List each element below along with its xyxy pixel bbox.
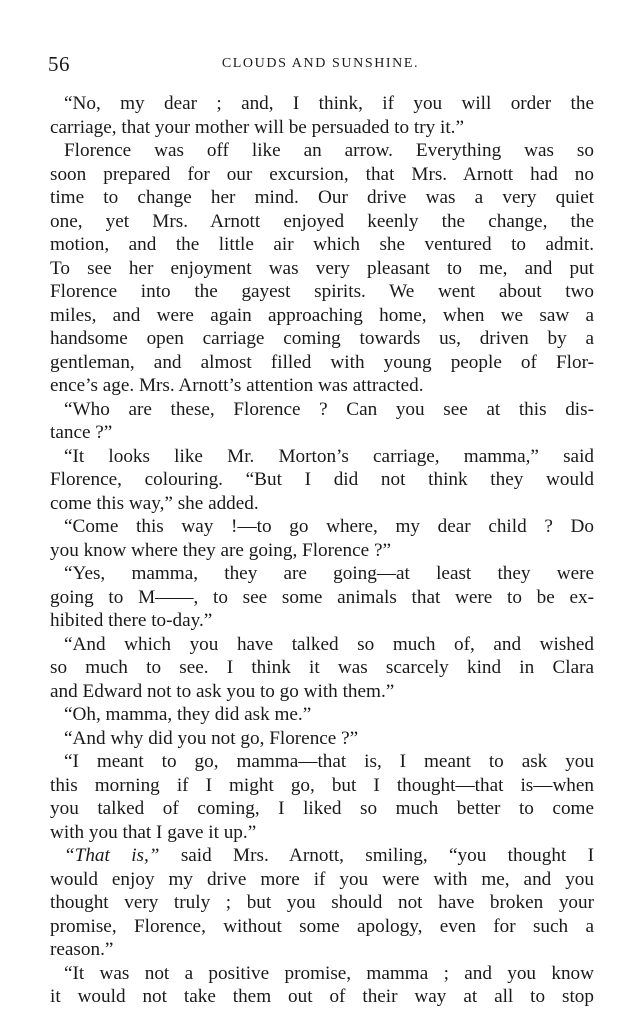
line-text: “No, my dear ; and, I think, if you will order the xyxy=(64,93,594,114)
text-line xyxy=(50,421,594,445)
line-text: tance ?” xyxy=(50,422,113,443)
text-line xyxy=(50,374,594,398)
text-line xyxy=(50,210,594,234)
line-text: ence’s age. Mrs. Arnott’s attention was attracted. xyxy=(50,375,424,396)
line-text: so much to see. I think it was scarcely kind in Clara xyxy=(50,657,594,678)
text-line xyxy=(50,633,594,657)
text-line xyxy=(50,233,594,257)
line-text: miles, and were again approaching home, when we saw a xyxy=(50,304,594,326)
line-text: “It was not a positive promise, mamma ; and you know xyxy=(64,962,594,984)
text-line xyxy=(50,891,594,915)
running-head: CLOUDS AND SUNSHINE. xyxy=(221,56,420,71)
text-line xyxy=(50,139,594,163)
text-line xyxy=(50,962,594,986)
text-line xyxy=(50,703,594,727)
line-text: motion, and the little air which she ventured to admit. xyxy=(50,234,594,255)
line-text: Florence, colouring. “But I did not think they would xyxy=(50,469,594,490)
text-line xyxy=(50,586,594,610)
text-line xyxy=(50,750,594,774)
text-line xyxy=(50,844,594,868)
line-text: “I meant to go, mamma—that is, I meant to ask you xyxy=(64,751,594,772)
line-text: Florence was off like an arrow. Everything was so xyxy=(64,140,594,161)
text-line xyxy=(50,492,594,516)
line-text: “Oh, mamma, they did ask me.” xyxy=(64,704,312,725)
text-line xyxy=(50,821,594,845)
line-text: “Come this way !—to go where, my dear child ? Do xyxy=(64,516,594,537)
body-text xyxy=(50,92,594,1009)
text-line xyxy=(50,351,594,375)
line-text: you talked of coming, I liked so much better to come xyxy=(50,798,594,819)
text-line xyxy=(50,797,594,821)
line-text: would enjoy my drive more if you were with me, and you xyxy=(50,868,594,890)
text-line xyxy=(50,938,594,962)
text-line xyxy=(50,727,594,751)
line-text: reason.” xyxy=(50,939,114,960)
text-line xyxy=(50,92,594,116)
text-line xyxy=(50,186,594,210)
text-line xyxy=(50,304,594,328)
line-text: with you that I gave it up.” xyxy=(50,821,257,843)
text-line xyxy=(50,445,594,469)
text-line xyxy=(50,257,594,281)
text-line xyxy=(50,868,594,892)
line-text: thought very truly ; but you should not have broken your xyxy=(50,892,594,913)
line-text: said Mrs. Arnott, smiling, “you thought I xyxy=(180,845,594,866)
line-text: time to change her mind. Our drive was a very quiet xyxy=(50,187,594,208)
line-text: it would not take them out of their way at all to stop xyxy=(50,986,594,1007)
line-text: “And why did you not go, Florence ?” xyxy=(64,727,359,749)
text-line xyxy=(50,774,594,798)
line-text: handsome open carriage coming towards us, driven by a xyxy=(50,328,594,349)
text-line xyxy=(50,515,594,539)
text-line xyxy=(50,985,594,1009)
line-text: Florence into the gayest spirits. We went about two xyxy=(50,281,594,302)
line-text: gentleman, and almost filled with young people of Flor- xyxy=(50,351,594,373)
text-line xyxy=(50,539,594,563)
text-line xyxy=(50,562,594,586)
line-text: carriage, that your mother will be persuaded to try it.” xyxy=(50,116,464,138)
line-text: “Who are these, Florence ? Can you see at this dis- xyxy=(64,398,594,420)
line-text: “Yes, mamma, they are going—at least they were xyxy=(64,563,594,584)
italic-phrase: “That is,” xyxy=(64,845,160,866)
text-line xyxy=(50,468,594,492)
page-header xyxy=(48,52,593,80)
text-line xyxy=(50,280,594,304)
text-line xyxy=(50,116,594,140)
line-text: soon prepared for our excursion, that Mrs. Arnott had no xyxy=(50,163,594,185)
line-text: hibited there to-day.” xyxy=(50,610,213,631)
line-text: “It looks like Mr. Morton’s carriage, mamma,” said xyxy=(64,445,594,467)
line-text: going to M——, to see some animals that were to be ex- xyxy=(50,586,594,608)
line-text: you know where they are going, Florence ?” xyxy=(50,539,391,561)
text-line xyxy=(50,609,594,633)
text-line xyxy=(50,656,594,680)
page-number: 56 xyxy=(48,52,70,76)
line-text: this morning if I might go, but I thought—that is—when xyxy=(50,774,594,796)
text-line xyxy=(50,915,594,939)
text-line xyxy=(50,680,594,704)
line-text: one, yet Mrs. Arnott enjoyed keenly the change, the xyxy=(50,210,594,232)
line-text: come this way,” she added. xyxy=(50,492,259,514)
line-text: “And which you have talked so much of, and wished xyxy=(64,633,594,655)
line-text: To see her enjoyment was very pleasant to me, and put xyxy=(50,257,594,279)
text-line xyxy=(50,163,594,187)
line-text: promise, Florence, without some apology, even for such a xyxy=(50,915,594,937)
line-text: and Edward not to ask you to go with them.” xyxy=(50,680,395,702)
text-line xyxy=(50,327,594,351)
text-line xyxy=(50,398,594,422)
